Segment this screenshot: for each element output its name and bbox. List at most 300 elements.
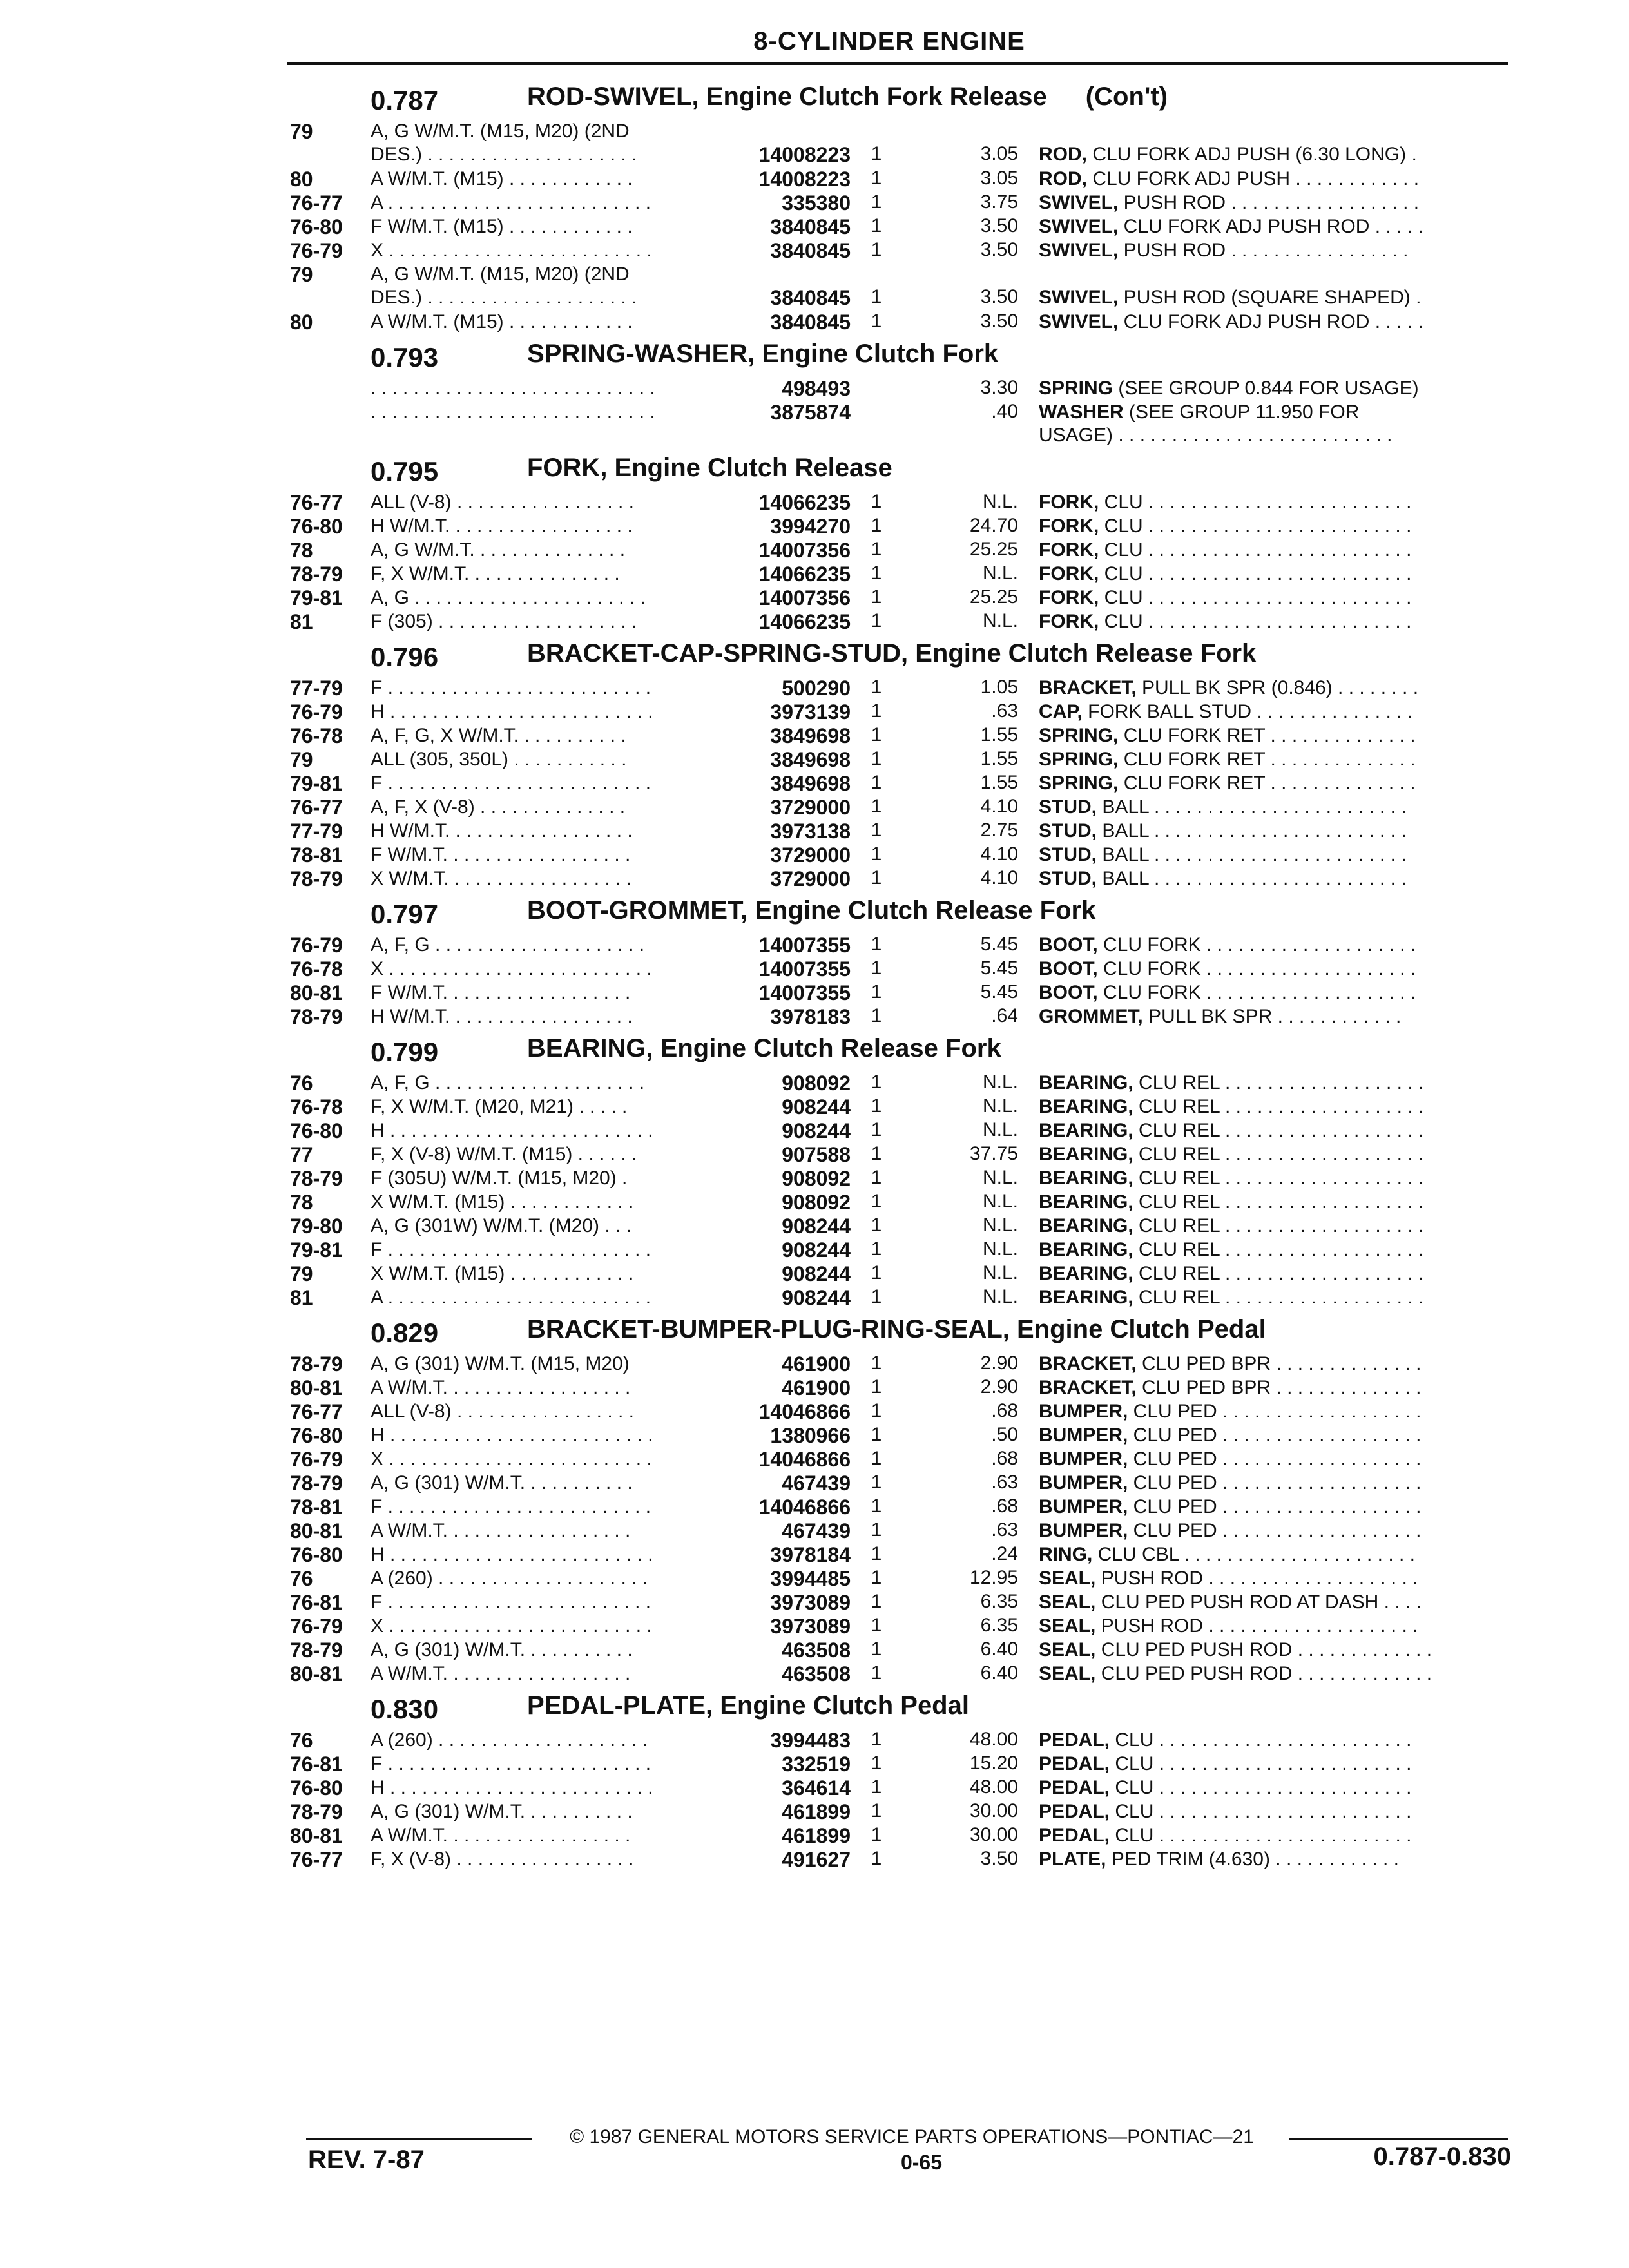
part-row <box>0 376 1629 399</box>
application: ALL (305, 350L) . . . . . . . . . . . <box>371 749 627 770</box>
model-year: 79 <box>290 1262 313 1285</box>
part-name: FORK, <box>1039 539 1099 561</box>
part-row <box>0 490 1629 514</box>
application: X . . . . . . . . . . . . . . . . . . . . . . . . . <box>371 1615 652 1637</box>
part-description <box>1039 1848 1516 1871</box>
part-detail: CLU CBL . . . . . . . . . . . . . . . . . . . . . . <box>1092 1544 1416 1565</box>
part-detail: CLU . . . . . . . . . . . . . . . . . . . . . . . . <box>1110 1729 1412 1751</box>
part-detail: CLU FORK RET . . . . . . . . . . . . . . <box>1118 749 1416 770</box>
quantity: 1 <box>871 1262 882 1283</box>
price: N.L. <box>982 1167 1018 1188</box>
part-number: 14007355 <box>758 981 851 1004</box>
model-year: 78 <box>290 1191 313 1214</box>
part-name: BUMPER, <box>1039 1520 1128 1541</box>
part-name: BEARING, <box>1039 1287 1133 1308</box>
part-detail: BALL . . . . . . . . . . . . . . . . . . . . . . . . <box>1097 820 1407 841</box>
group-name <box>527 1691 969 1720</box>
price: 24.70 <box>969 515 1018 536</box>
model-year: 79-81 <box>290 772 343 795</box>
model-year: 76-80 <box>290 1543 343 1566</box>
part-name: PEDAL, <box>1039 1729 1110 1751</box>
part-detail: CLU PED . . . . . . . . . . . . . . . . . . . <box>1128 1425 1422 1446</box>
part-name: BEARING, <box>1039 1263 1133 1284</box>
part-description <box>1039 1472 1516 1495</box>
model-year: 76-79 <box>290 1615 343 1638</box>
part-description <box>1039 724 1516 747</box>
part-description <box>1039 677 1516 700</box>
part-description <box>1039 1286 1516 1309</box>
part-detail: CLU FORK ADJ PUSH ROD . . . . . <box>1118 311 1423 332</box>
group-name <box>527 454 892 483</box>
application: ALL (V-8) . . . . . . . . . . . . . . . . . <box>371 492 634 513</box>
group-header <box>0 1685 1629 1727</box>
part-number: 3875874 <box>770 401 851 424</box>
application: A W/M.T. . . . . . . . . . . . . . . . . . <box>371 1520 631 1541</box>
part-row <box>0 1590 1629 1613</box>
part-number: 3849698 <box>770 724 851 747</box>
parts-group <box>0 1309 1629 1685</box>
quantity: 1 <box>871 700 882 722</box>
part-number: 3973089 <box>770 1615 851 1638</box>
part-description <box>1039 820 1516 843</box>
part-name: BUMPER, <box>1039 1448 1128 1470</box>
model-year: 76-79 <box>290 700 343 724</box>
part-name: BEARING, <box>1039 1120 1133 1141</box>
part-detail: CLU . . . . . . . . . . . . . . . . . . . . . . . . . <box>1099 515 1412 537</box>
application: . . . . . . . . . . . . . . . . . . . . . . . . . . . <box>371 378 655 399</box>
part-number: 14007356 <box>758 586 851 610</box>
application: A W/M.T. (M15) . . . . . . . . . . . . <box>371 311 633 332</box>
application: A, G (301) W/M.T. . . . . . . . . . . <box>371 1639 633 1660</box>
part-row <box>0 1494 1629 1518</box>
price: 1.05 <box>980 677 1018 698</box>
quantity: 1 <box>871 1376 882 1398</box>
part-description <box>1039 1095 1516 1119</box>
model-year: 76-77 <box>290 191 343 215</box>
price: .40 <box>991 401 1018 422</box>
part-detail: CLU REL . . . . . . . . . . . . . . . . . . . <box>1133 1239 1424 1260</box>
part-description <box>1039 1519 1516 1542</box>
price: .68 <box>991 1400 1018 1421</box>
part-number: 14008223 <box>758 143 851 166</box>
price: 3.50 <box>980 1848 1018 1869</box>
part-number: 461900 <box>782 1352 851 1376</box>
part-number: 3994483 <box>770 1729 851 1752</box>
application: F (305) . . . . . . . . . . . . . . . . . . . <box>371 611 637 632</box>
part-row <box>0 214 1629 238</box>
part-row <box>0 794 1629 818</box>
model-year: 80-81 <box>290 1519 343 1542</box>
part-detail: CLU . . . . . . . . . . . . . . . . . . . . . . . . <box>1110 1753 1412 1774</box>
group-name-text: PEDAL-PLATE, Engine Clutch Pedal <box>527 1691 969 1720</box>
part-row <box>0 585 1629 609</box>
price: N.L. <box>982 1286 1018 1307</box>
price: 12.95 <box>969 1567 1018 1588</box>
application: F . . . . . . . . . . . . . . . . . . . . . . . . . <box>371 677 651 698</box>
quantity: 1 <box>871 1448 882 1469</box>
application: A . . . . . . . . . . . . . . . . . . . . . . . . . <box>371 192 651 213</box>
part-detail: CLU REL . . . . . . . . . . . . . . . . . . . <box>1133 1120 1424 1141</box>
part-detail: CLU . . . . . . . . . . . . . . . . . . . . . . . . <box>1110 1825 1412 1846</box>
part-detail: CLU . . . . . . . . . . . . . . . . . . . . . . . . <box>1110 1777 1412 1798</box>
part-row <box>0 1470 1629 1494</box>
model-year: 76-80 <box>290 1119 343 1142</box>
parts-sections <box>0 76 1629 1870</box>
part-name: FORK, <box>1039 587 1099 608</box>
quantity: 1 <box>871 1352 882 1374</box>
parts-group <box>0 76 1629 333</box>
part-row <box>0 309 1629 333</box>
part-row <box>0 675 1629 699</box>
group-number: 0.830 <box>371 1694 439 1724</box>
price: N.L. <box>982 1262 1018 1283</box>
parts-group <box>0 1685 1629 1870</box>
quantity: 1 <box>871 191 882 213</box>
part-description <box>1039 401 1516 447</box>
group-header <box>0 76 1629 119</box>
group-name-text: ROD-SWIVEL, Engine Clutch Fork Release <box>527 82 1047 111</box>
page-number: 0-65 <box>900 2151 943 2174</box>
part-detail: CLU FORK . . . . . . . . . . . . . . . . . . . . <box>1097 958 1416 979</box>
part-name: FORK, <box>1039 515 1099 537</box>
price: 15.20 <box>969 1753 1018 1774</box>
application: H . . . . . . . . . . . . . . . . . . . . . . . . . <box>371 1777 653 1798</box>
part-name: FORK, <box>1039 492 1099 513</box>
part-description <box>1039 1662 1516 1686</box>
part-number: 14066235 <box>758 491 851 514</box>
part-detail: CLU REL . . . . . . . . . . . . . . . . . . . <box>1133 1096 1424 1117</box>
part-name: BEARING, <box>1039 1191 1133 1213</box>
part-description <box>1039 1424 1516 1447</box>
application: H . . . . . . . . . . . . . . . . . . . . . . . . . <box>371 1425 653 1446</box>
part-number: 463508 <box>782 1662 851 1686</box>
part-description <box>1039 1615 1516 1638</box>
quantity: 1 <box>871 1215 882 1236</box>
group-name <box>527 340 998 369</box>
model-year: 81 <box>290 1286 313 1309</box>
part-number: 1380966 <box>770 1424 851 1447</box>
group-number: 0.829 <box>371 1318 439 1348</box>
application: F W/M.T. . . . . . . . . . . . . . . . . . <box>371 844 631 865</box>
group-name-text: BEARING, Engine Clutch Release Fork <box>527 1034 1001 1062</box>
part-detail: CLU FORK RET . . . . . . . . . . . . . . <box>1118 725 1416 746</box>
part-description <box>1039 586 1516 610</box>
application: X W/M.T. (M15) . . . . . . . . . . . . <box>371 1191 634 1213</box>
part-number: 3849698 <box>770 772 851 795</box>
part-detail: CLU . . . . . . . . . . . . . . . . . . . . . . . . . <box>1099 492 1412 513</box>
part-row <box>0 119 1629 166</box>
part-description <box>1039 1376 1516 1399</box>
application: A, F, G . . . . . . . . . . . . . . . . . . . . <box>371 1072 645 1093</box>
model-year: 76-81 <box>290 1591 343 1614</box>
part-description <box>1039 796 1516 819</box>
application: A, G . . . . . . . . . . . . . . . . . . . . . . <box>371 587 646 608</box>
application: H W/M.T. . . . . . . . . . . . . . . . . . <box>371 515 633 537</box>
parts-group <box>0 890 1629 1028</box>
quantity: 1 <box>871 1567 882 1588</box>
part-description <box>1039 377 1516 400</box>
parts-group <box>0 333 1629 447</box>
part-detail: (SEE GROUP 11.950 FOR USAGE) . . . . . . . . . . . . . . . . . . . . . . . . . . <box>1039 401 1393 446</box>
application: F, X W/M.T. . . . . . . . . . . . . . . <box>371 563 620 584</box>
part-number: 3729000 <box>770 796 851 819</box>
footer-rule-right <box>1289 2138 1508 2140</box>
part-name: PLATE, <box>1039 1849 1106 1870</box>
part-row <box>0 1166 1629 1189</box>
part-name: BOOT, <box>1039 982 1098 1003</box>
part-name: FORK, <box>1039 563 1099 584</box>
price: N.L. <box>982 610 1018 631</box>
price: 3.50 <box>980 215 1018 236</box>
quantity: 1 <box>871 867 882 889</box>
model-year: 78-79 <box>290 1800 343 1823</box>
part-name: BUMPER, <box>1039 1496 1128 1517</box>
part-detail: CLU PED . . . . . . . . . . . . . . . . . . . <box>1128 1448 1422 1470</box>
model-year: 76-80 <box>290 1424 343 1447</box>
group-name-text: BRACKET-BUMPER-PLUG-RING-SEAL, Engine Clutch Pedal <box>527 1315 1266 1343</box>
part-description <box>1039 1400 1516 1423</box>
model-year: 76 <box>290 1072 313 1095</box>
model-year: 79 <box>290 120 313 143</box>
parts-group <box>0 1028 1629 1309</box>
quantity: 1 <box>871 1400 882 1421</box>
part-number: 907588 <box>782 1143 851 1166</box>
part-row <box>0 1775 1629 1799</box>
part-row <box>0 1751 1629 1775</box>
part-name: SEAL, <box>1039 1568 1096 1589</box>
part-name: CAP, <box>1039 701 1083 722</box>
part-number: 14046866 <box>758 1400 851 1423</box>
price: 5.45 <box>980 981 1018 1003</box>
price: .68 <box>991 1448 1018 1469</box>
part-description <box>1039 1729 1516 1752</box>
part-number: 3978183 <box>770 1005 851 1028</box>
group-number: 0.787 <box>371 85 439 115</box>
application: A, F, G . . . . . . . . . . . . . . . . . . . . <box>371 934 645 956</box>
part-row <box>0 1070 1629 1094</box>
application: A W/M.T. (M15) . . . . . . . . . . . . <box>371 168 633 189</box>
price: 2.90 <box>980 1352 1018 1374</box>
quantity: 1 <box>871 1729 882 1750</box>
model-year: 76-77 <box>290 1848 343 1871</box>
model-year: 78-81 <box>290 1495 343 1519</box>
part-description <box>1039 700 1516 724</box>
model-year: 80-81 <box>290 981 343 1004</box>
part-detail: PUSH ROD . . . . . . . . . . . . . . . . . . . . <box>1095 1615 1418 1637</box>
part-description <box>1039 1119 1516 1142</box>
part-row <box>0 1213 1629 1237</box>
quantity: 1 <box>871 796 882 817</box>
model-year: 76-80 <box>290 515 343 538</box>
part-number: 908092 <box>782 1072 851 1095</box>
price: 3.50 <box>980 311 1018 332</box>
part-row <box>0 1399 1629 1423</box>
part-detail: PULL BK SPR (0.846) . . . . . . . . <box>1136 677 1419 698</box>
continued-label: (Con't) <box>1085 82 1168 111</box>
model-year: 78 <box>290 539 313 562</box>
price: 30.00 <box>969 1800 1018 1821</box>
part-description <box>1039 1824 1516 1847</box>
part-detail: FORK BALL STUD . . . . . . . . . . . . . . . <box>1082 701 1413 722</box>
quantity: 1 <box>871 772 882 793</box>
part-number: 335380 <box>782 191 851 215</box>
part-number: 3849698 <box>770 748 851 771</box>
model-year: 80 <box>290 311 313 334</box>
part-row <box>0 1261 1629 1285</box>
part-detail: CLU . . . . . . . . . . . . . . . . . . . . . . . . . <box>1099 587 1412 608</box>
part-number: 908244 <box>782 1215 851 1238</box>
model-year: 80 <box>290 168 313 191</box>
model-year: 76 <box>290 1729 313 1752</box>
price: 4.10 <box>980 796 1018 817</box>
part-description <box>1039 143 1516 166</box>
part-detail: CLU REL . . . . . . . . . . . . . . . . . . . <box>1133 1263 1424 1284</box>
part-description <box>1039 539 1516 562</box>
application: A, G W/M.T. (M15, M20) (2ND DES.) . . . . . . . . . . . . . . . . . . . . <box>371 120 637 165</box>
part-row <box>0 980 1629 1004</box>
price: .63 <box>991 1519 1018 1541</box>
quantity: 1 <box>871 239 882 260</box>
model-year: 76-79 <box>290 1448 343 1471</box>
part-row <box>0 1446 1629 1470</box>
part-detail: PULL BK SPR . . . . . . . . . . . . <box>1142 1006 1402 1027</box>
part-name: PEDAL, <box>1039 1777 1110 1798</box>
part-detail: CLU . . . . . . . . . . . . . . . . . . . . . . . . . <box>1099 611 1412 632</box>
part-description <box>1039 981 1516 1004</box>
application: ALL (V-8) . . . . . . . . . . . . . . . . . <box>371 1401 634 1422</box>
part-description <box>1039 1352 1516 1376</box>
price: N.L. <box>982 491 1018 512</box>
model-year: 77-79 <box>290 820 343 843</box>
part-detail: CLU REL . . . . . . . . . . . . . . . . . . . <box>1133 1191 1424 1213</box>
application: F . . . . . . . . . . . . . . . . . . . . . . . . . <box>371 1496 651 1517</box>
application: A, G (301) W/M.T. . . . . . . . . . . <box>371 1472 633 1494</box>
part-row <box>0 818 1629 842</box>
application: A, G (301) W/M.T. (M15, M20) <box>371 1353 630 1374</box>
part-name: BEARING, <box>1039 1144 1133 1165</box>
part-detail: CLU REL . . . . . . . . . . . . . . . . . . . <box>1133 1168 1424 1189</box>
part-row <box>0 1375 1629 1399</box>
part-name: BOOT, <box>1039 934 1098 956</box>
application: F (305U) W/M.T. (M15, M20) . <box>371 1168 628 1189</box>
part-name: SEAL, <box>1039 1663 1096 1684</box>
quantity: 1 <box>871 491 882 512</box>
model-year: 76-79 <box>290 239 343 262</box>
part-row <box>0 1423 1629 1446</box>
part-description <box>1039 610 1516 633</box>
group-header <box>0 633 1629 675</box>
application: X W/M.T. (M15) . . . . . . . . . . . . <box>371 1263 634 1284</box>
price: .63 <box>991 1472 1018 1493</box>
application: A, G (301W) W/M.T. (M20) . . . <box>371 1215 632 1236</box>
part-number: 3729000 <box>770 867 851 890</box>
part-number: 3973139 <box>770 700 851 724</box>
price: N.L. <box>982 1191 1018 1212</box>
model-year: 79 <box>290 748 313 771</box>
quantity: 1 <box>871 168 882 189</box>
part-description <box>1039 1543 1516 1566</box>
quantity: 1 <box>871 1543 882 1564</box>
quantity: 1 <box>871 1472 882 1493</box>
part-description <box>1039 934 1516 957</box>
part-row <box>0 399 1629 447</box>
part-number: 461900 <box>782 1376 851 1399</box>
part-name: SPRING, <box>1039 749 1119 770</box>
price: 5.45 <box>980 957 1018 979</box>
part-row <box>0 1118 1629 1142</box>
group-name-text: FORK, Engine Clutch Release <box>527 454 892 482</box>
part-name: FORK, <box>1039 611 1099 632</box>
part-description <box>1039 491 1516 514</box>
part-number: 14066235 <box>758 562 851 586</box>
model-year: 80-81 <box>290 1376 343 1399</box>
part-row <box>0 1094 1629 1118</box>
part-name: SPRING, <box>1039 725 1119 746</box>
part-name: SWIVEL, <box>1039 192 1119 213</box>
part-row <box>0 514 1629 537</box>
part-number: 467439 <box>782 1519 851 1542</box>
application: A, F, X (V-8) . . . . . . . . . . . . . . <box>371 796 626 818</box>
model-year: 76-78 <box>290 1095 343 1119</box>
application: X W/M.T. . . . . . . . . . . . . . . . . . <box>371 868 632 889</box>
quantity: 1 <box>871 1591 882 1612</box>
part-number: 461899 <box>782 1800 851 1823</box>
part-description <box>1039 772 1516 795</box>
part-detail: CLU FORK ADJ PUSH . . . . . . . . . . . . <box>1087 168 1420 189</box>
application: X . . . . . . . . . . . . . . . . . . . . . . . . . <box>371 958 652 979</box>
part-number: 3840845 <box>770 286 851 309</box>
quantity: 1 <box>871 934 882 955</box>
part-description <box>1039 748 1516 771</box>
part-name: SWIVEL, <box>1039 240 1119 261</box>
price: 3.50 <box>980 286 1018 307</box>
quantity: 1 <box>871 957 882 979</box>
price: .64 <box>991 1005 1018 1026</box>
model-year: 79 <box>290 263 313 286</box>
part-name: BUMPER, <box>1039 1472 1128 1494</box>
part-name: STUD, <box>1039 796 1097 818</box>
quantity: 1 <box>871 1191 882 1212</box>
application: X . . . . . . . . . . . . . . . . . . . . . . . . . <box>371 240 652 261</box>
part-number: 364614 <box>782 1776 851 1800</box>
part-detail: CLU . . . . . . . . . . . . . . . . . . . . . . . . . <box>1099 539 1412 561</box>
part-number: 908244 <box>782 1262 851 1285</box>
header-rule <box>287 62 1508 65</box>
price: 3.75 <box>980 191 1018 213</box>
application: F . . . . . . . . . . . . . . . . . . . . . . . . . <box>371 1753 651 1774</box>
part-name: BRACKET, <box>1039 1377 1137 1398</box>
quantity: 1 <box>871 748 882 769</box>
application: A W/M.T. . . . . . . . . . . . . . . . . . <box>371 1825 631 1846</box>
price: N.L. <box>982 1215 1018 1236</box>
quantity: 1 <box>871 1615 882 1636</box>
part-name: PEDAL, <box>1039 1801 1110 1822</box>
group-name <box>527 82 1168 111</box>
part-detail: PUSH ROD . . . . . . . . . . . . . . . . . . <box>1118 192 1420 213</box>
price: .50 <box>991 1424 1018 1445</box>
price: 3.05 <box>980 143 1018 164</box>
quantity: 1 <box>871 286 882 307</box>
group-name <box>527 896 1095 925</box>
model-year: 78-79 <box>290 1352 343 1376</box>
parts-group <box>0 447 1629 633</box>
part-row <box>0 723 1629 747</box>
part-number: 3840845 <box>770 239 851 262</box>
part-detail: CLU REL . . . . . . . . . . . . . . . . . . . <box>1133 1144 1424 1165</box>
part-row <box>0 1189 1629 1213</box>
application: A (260) . . . . . . . . . . . . . . . . . . . . <box>371 1729 648 1751</box>
part-number: 14007355 <box>758 957 851 981</box>
